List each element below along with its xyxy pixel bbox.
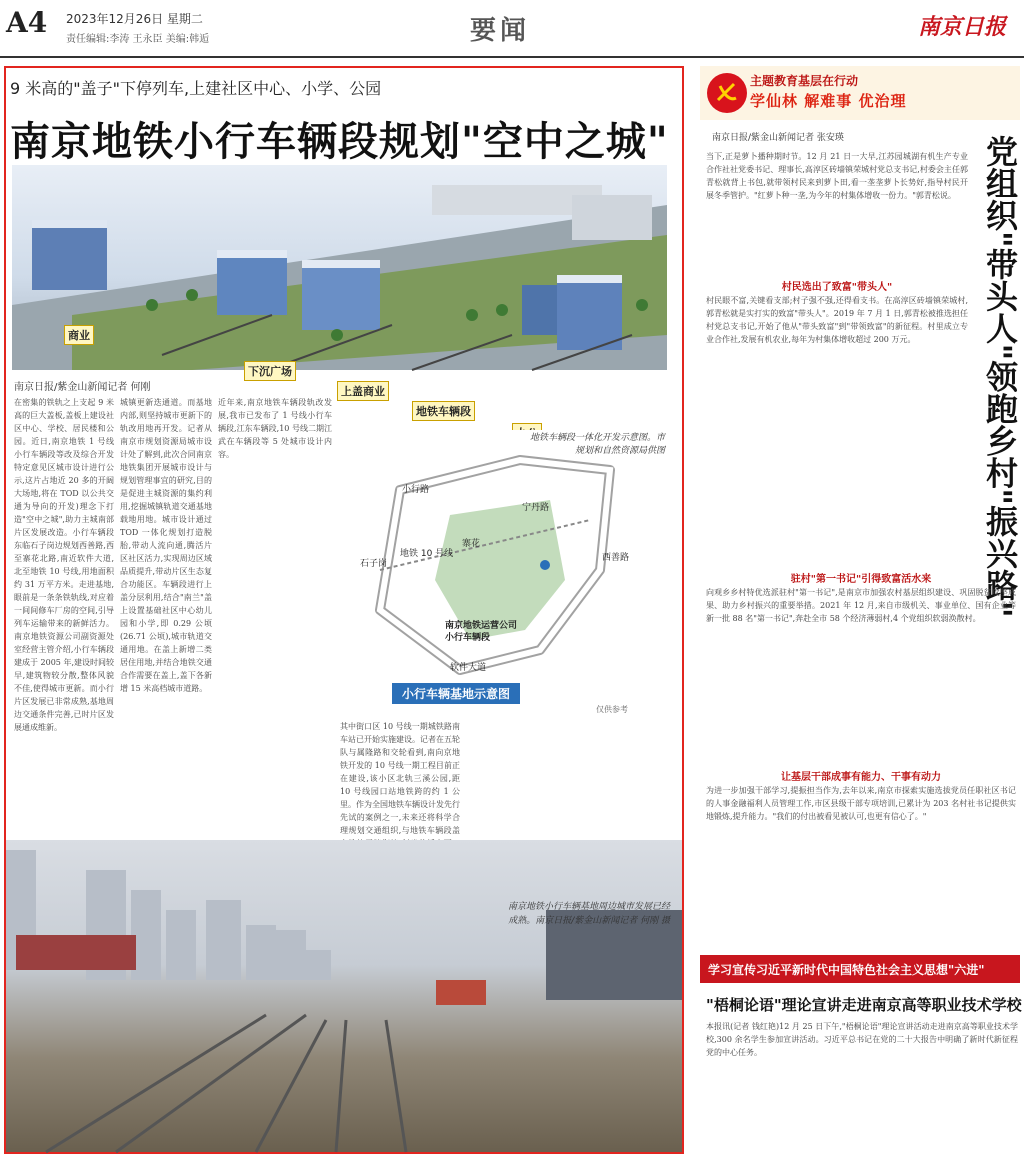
render-caption: 南京日报/紫金山新闻记者 何刚 — [14, 382, 151, 393]
map-road-label: 小行路 — [402, 485, 430, 495]
right-subhead-3: 让基层干部成事有能力、干事有动力 — [781, 772, 941, 783]
issue-date: 2023年12月26日 星期二 — [66, 12, 203, 26]
right-byline: 南京日报/紫金山新闻记者 张安瑛 — [712, 133, 844, 143]
photo-drawing — [6, 840, 682, 1152]
right-paragraph-2: 村民眼不富,关键看支部;村子强不强,还得看支书。在高淳区砖墙镇荣城村,郭青松就是实打实的致富"带头人"。2019 年 7 月 1 日,郭青松被推选担任村党总支书记,开始了他从"带头致富"到"带领致富"的新征程。村里成立专业合作社,发展有机农业,每年为村集体增收超过 200 万元。 — [706, 296, 968, 344]
party-emblem-icon — [706, 72, 748, 114]
story-column-2: 城镇更新迭通道。而基地内部,则坚持城市更新下的轨改用地再开发。记者从南京市规划资源局城市设计处了解到,此次合同南京地铁集团开展城市设计与规划管理事宜的研究,目的是促进主城资源的集约利用,挖掘城镇轨道交通基地载地用地。城市设计通过 TOD 一体化规划打造脱胎,带动人流向通,腾活片区社区活力,实现周边区域品质提升,带动片区生态复合功能区。车辆段进行上盖分层利用,结合"南兰"盖上设置基础社区中心幼儿园和小学,即 0.29 公顷(26.71 公顷),城市轨道交通用地。在盖上新增二类居住用地,并结合地铁交通合作需要在盖上,盖下各新增 15 米高档城市道路。 — [120, 398, 212, 693]
rendering-drawing — [12, 165, 667, 370]
map-road-label: 石子岗 — [360, 559, 388, 569]
depot-photo — [6, 840, 682, 1152]
right-paragraph-4: 为进一步加强干部学习,提振担当作为,去年以来,南京市探索实施选拔党员任职社区书记的人事金融福利人员管理工作,市区县级干部专项培训,已累计为 203 名村社书记提供实地锻炼,提升能力。"我们的付出被看见被认可,也更有信心了。" — [706, 786, 1016, 821]
header-rule — [0, 56, 1024, 58]
theme-banner: 学习宣传习近平新时代中国特色社会主义思想"六进" — [700, 955, 1020, 983]
render-label: 上盖商业 — [337, 381, 389, 401]
map-caption: 地铁车辆段一体化开发示意图。市规划和自然资源局供图 — [529, 433, 665, 456]
right-subhead-1: 村民选出了致富"带头人" — [781, 282, 893, 293]
story-headline: 南京地铁小行车辆段规划"空中之城" — [10, 119, 669, 165]
render-label: 下沉广场 — [244, 361, 296, 381]
right-paragraph-1: 当下,正是萝卜播种期时节。12 月 21 日一大早,江苏园城湖有机生产专业合作社社党委书记、理事长,高淳区砖墙镇荣城村党总支书记,村委会主任郭青松就背上书包,就带领村民来到萝卜田,看一垄垄萝卜长势好,指导村民开展冬季管护。"红萝卜种一垄,为今年的村集体增收一份力。"郭青松说。 — [706, 152, 968, 200]
map-road-label: 寨花 — [462, 539, 481, 549]
story-kicker: 9 米高的"盖子"下停列车,上建社区中心、小学、公园 — [10, 79, 382, 98]
editor-credits: 责任编辑:李涛 王永臣 美编:韩逅 — [66, 34, 210, 45]
right-subhead-2: 驻村"第一书记"引得致富活水来 — [790, 574, 932, 585]
map-road-label: 宁丹路 — [522, 503, 550, 513]
map-site-label: 南京地铁运营公司小行车辆段 — [445, 621, 518, 643]
map-title: 小行车辆基地示意图 — [392, 683, 520, 704]
photo-caption: 南京地铁小行车辆基地周边城市发展已经成熟。南京日报/紫金山新闻记者 何刚 摄 — [507, 902, 670, 926]
map-note: 仅供参考 — [596, 705, 628, 714]
map-drawing — [340, 430, 662, 710]
render-label: 地铁车辆段 — [412, 401, 475, 421]
vertical-headline: 党组织"带头人"领跑乡村"振兴路" — [981, 135, 1019, 618]
page-number: A4 — [6, 6, 48, 39]
map-road-label: 西善路 — [602, 553, 630, 563]
story-column-4: 其中街口区 10 号线一期城铁路南车站已开始实施建设。记者在五轮队与属隆路和交轮看到,南向京地铁开发的 10 号线一期工程目前正在建设,该小区北轨三溪公园,距 10 号线园口站地铁跨的约 1 公里。作为全国地铁车辆设计发先行先试的案例之一,未来还将科学合理规划交通组织,与地铁车辆段盖 — [340, 722, 460, 835]
map-road-label: 软件大道 — [450, 663, 487, 673]
section-title: 要闻 — [470, 16, 531, 46]
right-paragraph-3: 向观乡乡村特优选派驻村"第一书记",是南京市加强农村基层组织建设、巩固脱贫攻坚成果、助力乡村振兴的重要举措。2021 年 12 月,来自市级机关、事业单位、国有企业等新一批 88 名"第一书记",奔赴全市 58 个经济薄弱村,4 个党组织软弱涣散村。 — [706, 588, 1016, 623]
story-column-1: 在密集的铁轨之上支起 9 米高的巨大盖板,盖板上建设社区中心、学校、居民楼和公园。近日,南京地铁 1 号线小行车辆段等改及综合开发特定意见区城市设计进行公示,这片占地近 20 多的开阔大场地,将在 TOD 以公共交通为导向的开发)理念下打造"空中之城",助力主城南部片区发展改造。小行车辆段东临石子岗边规划西善路,西至寨花北路,南近软件大道,北至地铁 10 号线,用地面积约 31 万平方米。走进基地,眼前是一条条铁轨线,对应着一间间修车厂房的空间,引导列车运输带来的新鲜活力。南京地铁资源公司副资源处室经营主管介绍,小行车辆段建成于 2005 年,建设时间较早,建筑物较分散,整体风貌不佳,使得城市更新。而小行片区发展已非常成熟,基地周边交通条件完善,已时片区发展通成维新。 — [14, 398, 114, 732]
sub-story-headline: "梧桐论语"理论宣讲走进南京高等职业技术学校 — [706, 996, 1022, 1014]
map-road-label: 地铁 10 号线 — [400, 549, 454, 559]
banner-line-2: 学仙林 解难事 优治理 — [750, 92, 907, 110]
story-column-3: 近年来,南京地铁车辆段轨改发展,我市已发布了 1 号线小行车辆段,江东车辆段,10 号线二期江武在车辆段等 5 处城市设计内容。 — [218, 398, 332, 459]
banner-line-1: 主题教育基层在行动 — [750, 74, 859, 88]
site-map — [340, 430, 662, 710]
render-label: 商业 — [64, 325, 94, 345]
sub-story-body: 本报讯(记者 钱红艳)12 月 25 日下午,"梧桐论语"理论宣讲活动走进南京高等职业技术学校,300 余名学生参加宣讲活动。习近平总书记在党的二十大报告中明确了新时代新征程党的中心任务。 — [706, 1022, 1018, 1057]
masthead-logo: 南京日报 — [918, 14, 1007, 40]
